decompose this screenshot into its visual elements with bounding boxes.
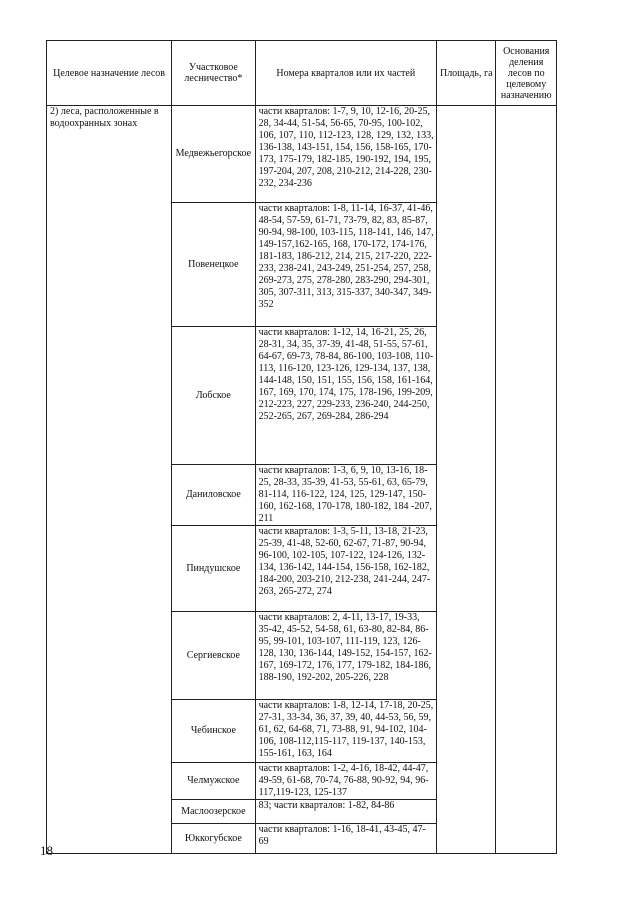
quarters-list: части кварталов: 1-8, 11-14, 16-37, 41-46, 48-54, 57-59, 61-71, 73-79, 82, 83, 85-87, 90-94, 98-100, 103-115, 118-141, 146, 147, 149-157,162-165, 168, 170-172, 174-176, 181-183, 186-212, 214, 215, 217-220, 222-233, 238-241, 243-249, 251-254, 257, 258, 269-273, 275, 278-280, 283-290, 294-301, 305, 307-311, 313, 315-337, 340-347, 349-352 (255, 203, 436, 327)
forestry-name: Чебинское (172, 700, 255, 763)
forestry-name: Пиндушское (172, 526, 255, 612)
forestry-name: Сергиевское (172, 612, 255, 700)
forestry-name: Повенецкое (172, 203, 255, 327)
quarters-list: 83; части кварталов: 1-82, 84-86 (255, 800, 436, 824)
forestry-name: Челмужское (172, 763, 255, 800)
quarters-list: части кварталов: 1-3, 6, 9, 10, 13-16, 18-25, 28-33, 35-39, 41-53, 55-61, 63, 65-79, 81-114, 116-122, 124, 125, 129-147, 150-160, 162-168, 170-178, 180-182, 184 -207, 211 (255, 465, 436, 526)
forest-purpose-table (46, 40, 557, 854)
basis-cell (496, 106, 557, 854)
quarters-list: части кварталов: 1-12, 14, 16-21, 25, 26, 28-31, 34, 35, 37-39, 41-48, 51-55, 57-61, 64-67, 69-73, 78-84, 86-100, 103-108, 110-113, 116-120, 123-126, 129-134, 137, 138, 144-148, 150, 151, 155, 156, 158, 161-164, 167, 169, 170, 174, 175, 178-196, 199-209, 212-223, 227, 229-233, 236-240, 244-250, 252-265, 267, 269-284, 286-294 (255, 327, 436, 465)
forestry-name: Маслоозерское (172, 800, 255, 824)
quarters-list: части кварталов: 1-3, 5-11, 13-18, 21-23, 25-39, 41-48, 52-60, 62-67, 71-87, 90-94, 96-100, 102-105, 107-122, 124-126, 132-134, 136-142, 144-154, 156-158, 162-182, 184-200, 203-210, 212-238, 241-244, 247-263, 265-272, 274 (255, 526, 436, 612)
forestry-name: Лобское (172, 327, 255, 465)
quarters-list: части кварталов: 1-16, 18-41, 43-45, 47-69 (255, 824, 436, 854)
purpose-cell: 2) леса, расположенные в водоохранных зонах (47, 106, 172, 854)
quarters-list: части кварталов: 1-8, 12-14, 17-18, 20-25, 27-31, 33-34, 36, 37, 39, 40, 44-53, 56, 59, 61, 62, 64-68, 71, 73-88, 91, 94-102, 104-106, 108-112,115-117, 119-137, 140-153, 155-161, 163, 164 (255, 700, 436, 763)
header-forestry: Участковое лесничество* (172, 41, 255, 106)
page-number: 18 (40, 843, 53, 858)
header-purpose: Целевое назначение лесов (47, 41, 172, 106)
header-quarters: Номера кварталов или их частей (255, 41, 436, 106)
header-basis: Основания деления лесов по целевому назначению (496, 41, 557, 106)
quarters-list: части кварталов: 1-2, 4-16, 18-42, 44-47, 49-59, 61-68, 70-74, 76-88, 90-92, 94, 96-117,119-123, 125-137 (255, 763, 436, 800)
forestry-name: Юккогубское (172, 824, 255, 854)
quarters-list: части кварталов: 2, 4-11, 13-17, 19-33, 35-42, 45-52, 54-58, 61, 63-80, 82-84, 86-95, 99-101, 103-107, 111-119, 123, 126-128, 130, 136-144, 149-152, 154-157, 162-167, 169-172, 176, 177, 179-182, 184-186, 188-190, 192-202, 205-226, 228 (255, 612, 436, 700)
forestry-name: Даниловское (172, 465, 255, 526)
header-area: Площадь, га (437, 41, 496, 106)
quarters-list: части кварталов: 1-7, 9, 10, 12-16, 20-25, 28, 34-44, 51-54, 56-65, 70-95, 100-102, 106, 107, 110, 112-123, 128, 129, 132, 133, 136-138, 143-151, 154, 156, 158-165, 170-173, 175-179, 182-185, 190-192, 194, 195, 197-204, 207, 208, 210-212, 214-228, 230-232, 234-236 (255, 106, 436, 203)
forestry-name: Медвежьегорское (172, 106, 255, 203)
area-cell (437, 106, 496, 854)
